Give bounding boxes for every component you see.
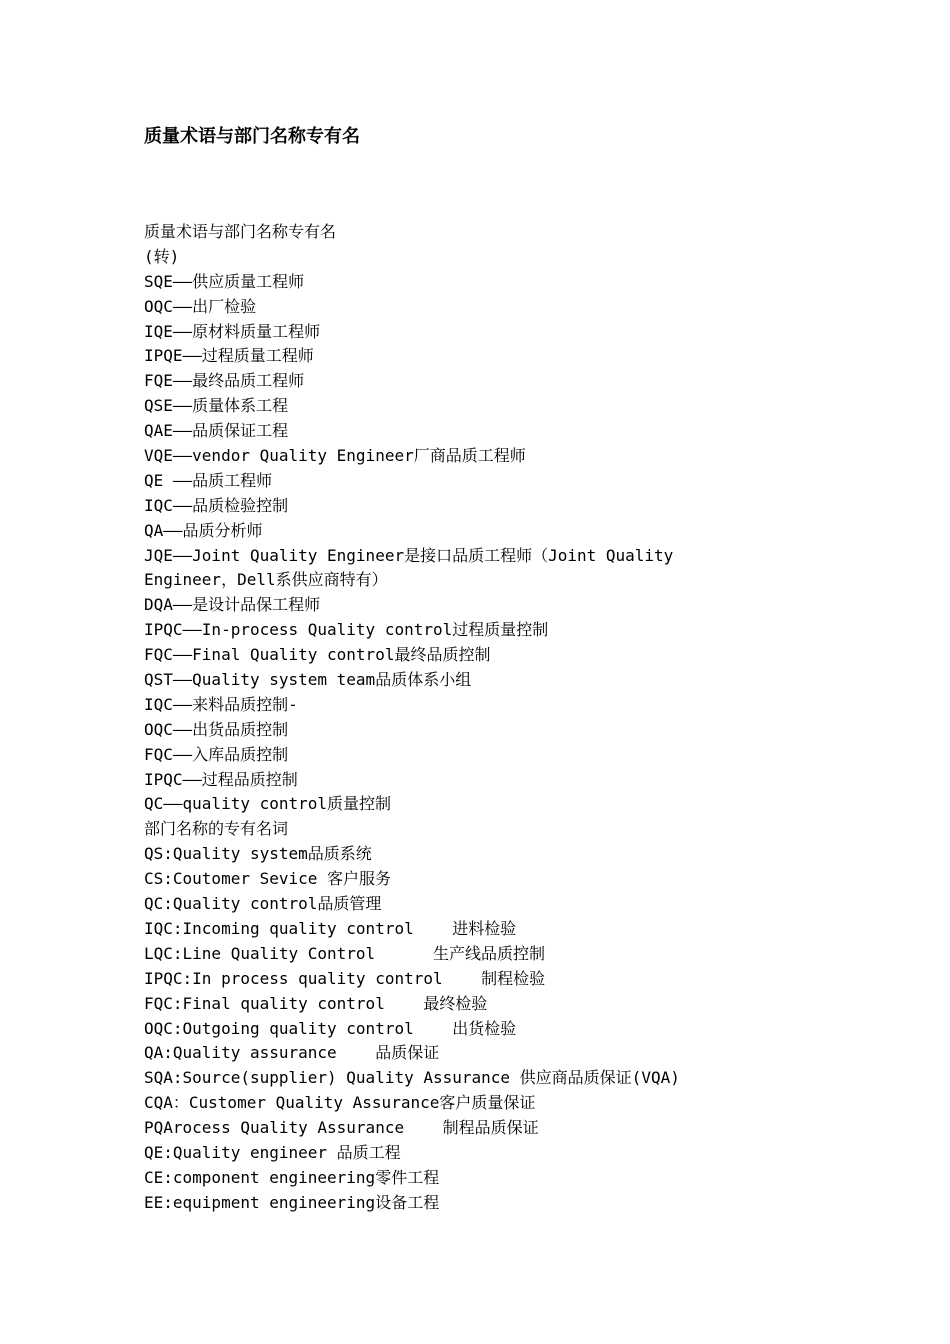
text-line: OQC——出厂检验 xyxy=(144,296,257,316)
text-line: Engineer，Dell系供应商特有） xyxy=(144,570,388,590)
text-line: IPQC——过程品质控制 xyxy=(144,769,298,789)
text-line: (转) xyxy=(144,246,180,266)
text-line: VQE——vendor Quality Engineer厂商品质工程师 xyxy=(144,446,526,466)
text-line: FQE——最终品质工程师 xyxy=(144,371,305,391)
text-line: QAE——品质保证工程 xyxy=(144,421,289,441)
document-body xyxy=(144,220,784,1216)
text-line: QS:Quality system品质系统 xyxy=(144,844,372,864)
text-line: JQE——Joint Quality Engineer是接口品质工程师（Joint Quality xyxy=(144,545,674,565)
text-line: IQE——原材料质量工程师 xyxy=(144,321,321,341)
text-line: IPQE——过程质量工程师 xyxy=(144,346,314,366)
text-line: QST——Quality system team品质体系小组 xyxy=(144,670,472,690)
text-line: OQC:Outgoing quality control 出货检验 xyxy=(144,1018,517,1038)
text-line: FQC——入库品质控制 xyxy=(144,744,289,764)
text-line: QA:Quality assurance 品质保证 xyxy=(144,1043,440,1063)
text-line: PQArocess Quality Assurance 制程品质保证 xyxy=(144,1118,539,1138)
text-line: 质量术语与部门名称专有名 xyxy=(144,222,337,241)
text-line: LQC:Line Quality Control 生产线品质控制 xyxy=(144,943,545,963)
text-line: CE:component engineering零件工程 xyxy=(144,1167,440,1187)
text-line: IQC——来料品质控制- xyxy=(144,694,298,714)
text-line: FQC:Final quality control 最终检验 xyxy=(144,993,488,1013)
text-line: DQA——是设计品保工程师 xyxy=(144,595,321,615)
text-line: IPQC——In-process Quality control过程质量控制 xyxy=(144,620,549,640)
text-line: SQE——供应质量工程师 xyxy=(144,271,305,291)
text-line: 部门名称的专有名词 xyxy=(144,819,289,839)
text-line: QE:Quality engineer 品质工程 xyxy=(144,1142,401,1162)
text-line: FQC——Final Quality control最终品质控制 xyxy=(144,645,491,665)
text-line: CS:Coutomer Sevice 客户服务 xyxy=(144,869,392,889)
text-line: QC——quality control质量控制 xyxy=(144,794,392,814)
text-line: CQA：Customer Quality Assurance客户质量保证 xyxy=(144,1093,536,1113)
text-line: QA——品质分析师 xyxy=(144,520,263,540)
text-line: SQA:Source(supplier) Quality Assurance 供应商品质保证(VQA) xyxy=(144,1068,680,1088)
text-line: OQC——出货品质控制 xyxy=(144,719,289,739)
text-line: EE:equipment engineering设备工程 xyxy=(144,1192,440,1212)
text-line: IPQC:In process quality control 制程检验 xyxy=(144,968,546,988)
text-line: IQC:Incoming quality control 进料检验 xyxy=(144,918,517,938)
text-line: QSE——质量体系工程 xyxy=(144,396,289,416)
text-line: QE ——品质工程师 xyxy=(144,470,273,490)
document-title: 质量术语与部门名称专有名 xyxy=(144,126,360,147)
text-line: QC:Quality control品质管理 xyxy=(144,894,382,914)
text-line: IQC——品质检验控制 xyxy=(144,495,289,515)
